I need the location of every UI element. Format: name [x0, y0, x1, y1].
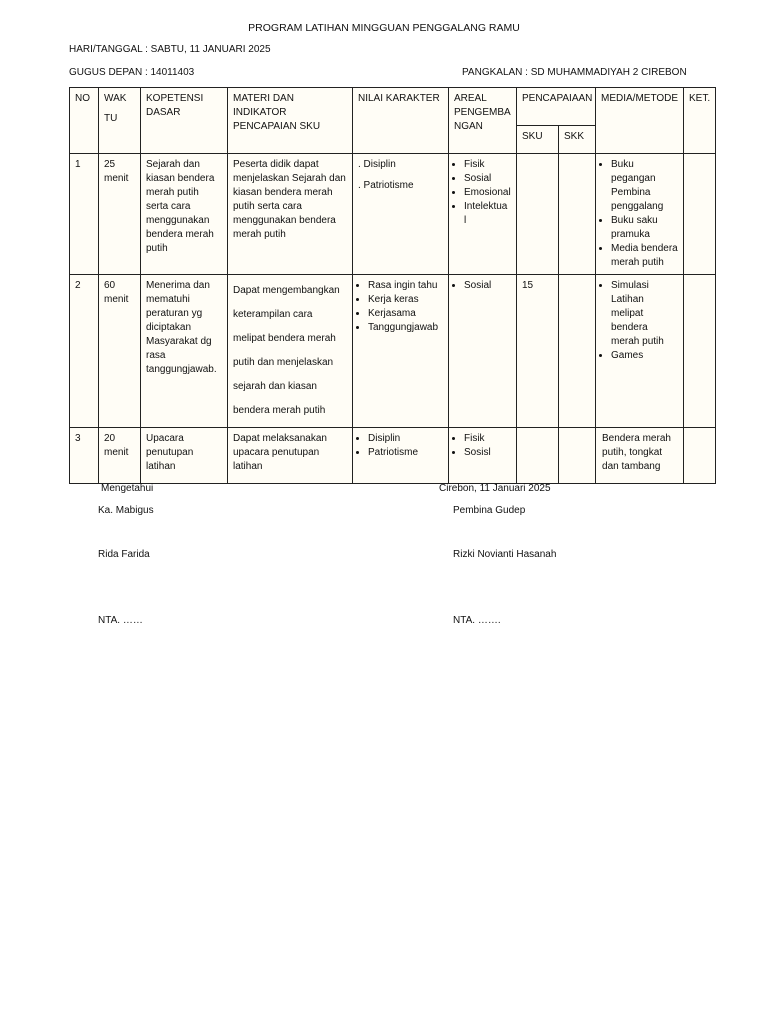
row-nilai [353, 428, 449, 484]
right-name: Rizki Novianti Hasanah [453, 549, 557, 560]
row-kompetensi: Menerima dan mematuhi peraturan yg diciptakan Masyarakat dg rasa tanggungjawab. [141, 275, 228, 428]
row-ket [684, 154, 716, 275]
row-areal [449, 154, 517, 275]
header-ket: KET. [684, 88, 716, 154]
media-item: • Buku pegangan Pembina penggalang [611, 158, 678, 214]
row-areal [449, 275, 517, 428]
left-heading: Mengetahui [101, 483, 154, 494]
header-kompetensi: KOPETENSI DASAR [141, 88, 228, 154]
day-date: HARI/TANGGAL : SABTU, 11 JANUARI 2025 [69, 44, 271, 55]
row-areal [449, 428, 517, 484]
right-role: Pembina Gudep [453, 505, 526, 516]
left-name: Rida Farida [98, 549, 150, 560]
header-nilai: NILAI KARAKTER [353, 88, 449, 154]
pangkalan: PANGKALAN : SD MUHAMMADIYAH 2 CIREBON [462, 67, 687, 78]
row-media [596, 275, 684, 428]
media-item: • Simulasi Latihan melipat bendera merah putih [611, 279, 678, 349]
row-kompetensi: Upacara penutupan latihan [141, 428, 228, 484]
nilai-item: • Disiplin [368, 432, 443, 446]
row-skk [559, 154, 596, 275]
nilai-item: • Kerjasama [368, 307, 443, 321]
row-media: Bendera merah putih, tongkat dan tambang [596, 428, 684, 484]
document-title: PROGRAM LATIHAN MINGGUAN PENGGALANG RAMU [248, 22, 520, 34]
gugus-depan: GUGUS DEPAN : 14011403 [69, 67, 195, 78]
row-no: 3 [70, 428, 99, 484]
nilai-item: . Patriotisme [358, 180, 414, 191]
table-row [70, 275, 716, 428]
row-sku: 15 [517, 275, 559, 428]
row-materi: Dapat mengembangkan keterampilan cara melipat bendera merah putih dan menjelaskan sejarah dan kiasan bendera merah putih [228, 275, 353, 428]
row-media [596, 154, 684, 275]
row-skk [559, 428, 596, 484]
row-sku [517, 428, 559, 484]
nilai-item: • Patriotisme [368, 446, 443, 460]
nilai-item: • Kerja keras [368, 293, 443, 307]
row-skk [559, 275, 596, 428]
areal-item: • Sosisl [464, 446, 511, 460]
areal-item: • Emosional [464, 186, 511, 200]
areal-item: • Sosial [464, 279, 511, 293]
row-no: 2 [70, 275, 99, 428]
media-item: • Games [611, 349, 678, 363]
left-role: Ka. Mabigus [98, 505, 154, 516]
header-skk: SKK [559, 126, 596, 154]
nilai-item: • Rasa ingin tahu [368, 279, 443, 293]
row-ket [684, 428, 716, 484]
nilai-item: . Disiplin [358, 159, 396, 170]
row-ket [684, 275, 716, 428]
row-waktu: 25 menit [99, 154, 141, 275]
row-sku [517, 154, 559, 275]
left-nta: NTA. …… [98, 615, 143, 626]
header-media: MEDIA/METODE [596, 88, 684, 154]
header-waktu: WAK TU [99, 88, 141, 154]
row-no: 1 [70, 154, 99, 275]
media-item: • Buku saku pramuka [611, 214, 678, 242]
areal-item: • Sosial [464, 172, 511, 186]
right-heading: Cirebon, 11 Januari 2025 [439, 483, 551, 494]
nilai-item: • Tanggungjawab [368, 321, 443, 335]
row-nilai [353, 275, 449, 428]
header-sku: SKU [517, 126, 559, 154]
areal-item: • Intelektua l [464, 200, 511, 228]
row-materi: Dapat melaksanakan upacara penutupan latihan [228, 428, 353, 484]
header-no: NO [70, 88, 99, 154]
row-nilai [353, 154, 449, 275]
row-waktu: 20 menit [99, 428, 141, 484]
training-program-table [69, 87, 716, 484]
row-waktu: 60 menit [99, 275, 141, 428]
table-row [70, 428, 716, 484]
row-kompetensi: Sejarah dan kiasan bendera merah putih serta cara menggunakan bendera merah putih [141, 154, 228, 275]
areal-item: • Fisik [464, 158, 511, 172]
row-materi: Peserta didik dapat menjelaskan Sejarah dan kiasan bendera merah putih serta cara menggunakan bendera merah putih [228, 154, 353, 275]
table-row [70, 154, 716, 275]
header-areal: AREAL PENGEMBA NGAN [449, 88, 517, 154]
right-nta: NTA. ……. [453, 615, 501, 626]
media-item: • Media bendera merah putih [611, 242, 678, 270]
header-pencapaian: PENCAPAIAAN [517, 88, 596, 126]
header-materi: MATERI DAN INDIKATOR PENCAPAIAN SKU [228, 88, 353, 154]
areal-item: • Fisik [464, 432, 511, 446]
